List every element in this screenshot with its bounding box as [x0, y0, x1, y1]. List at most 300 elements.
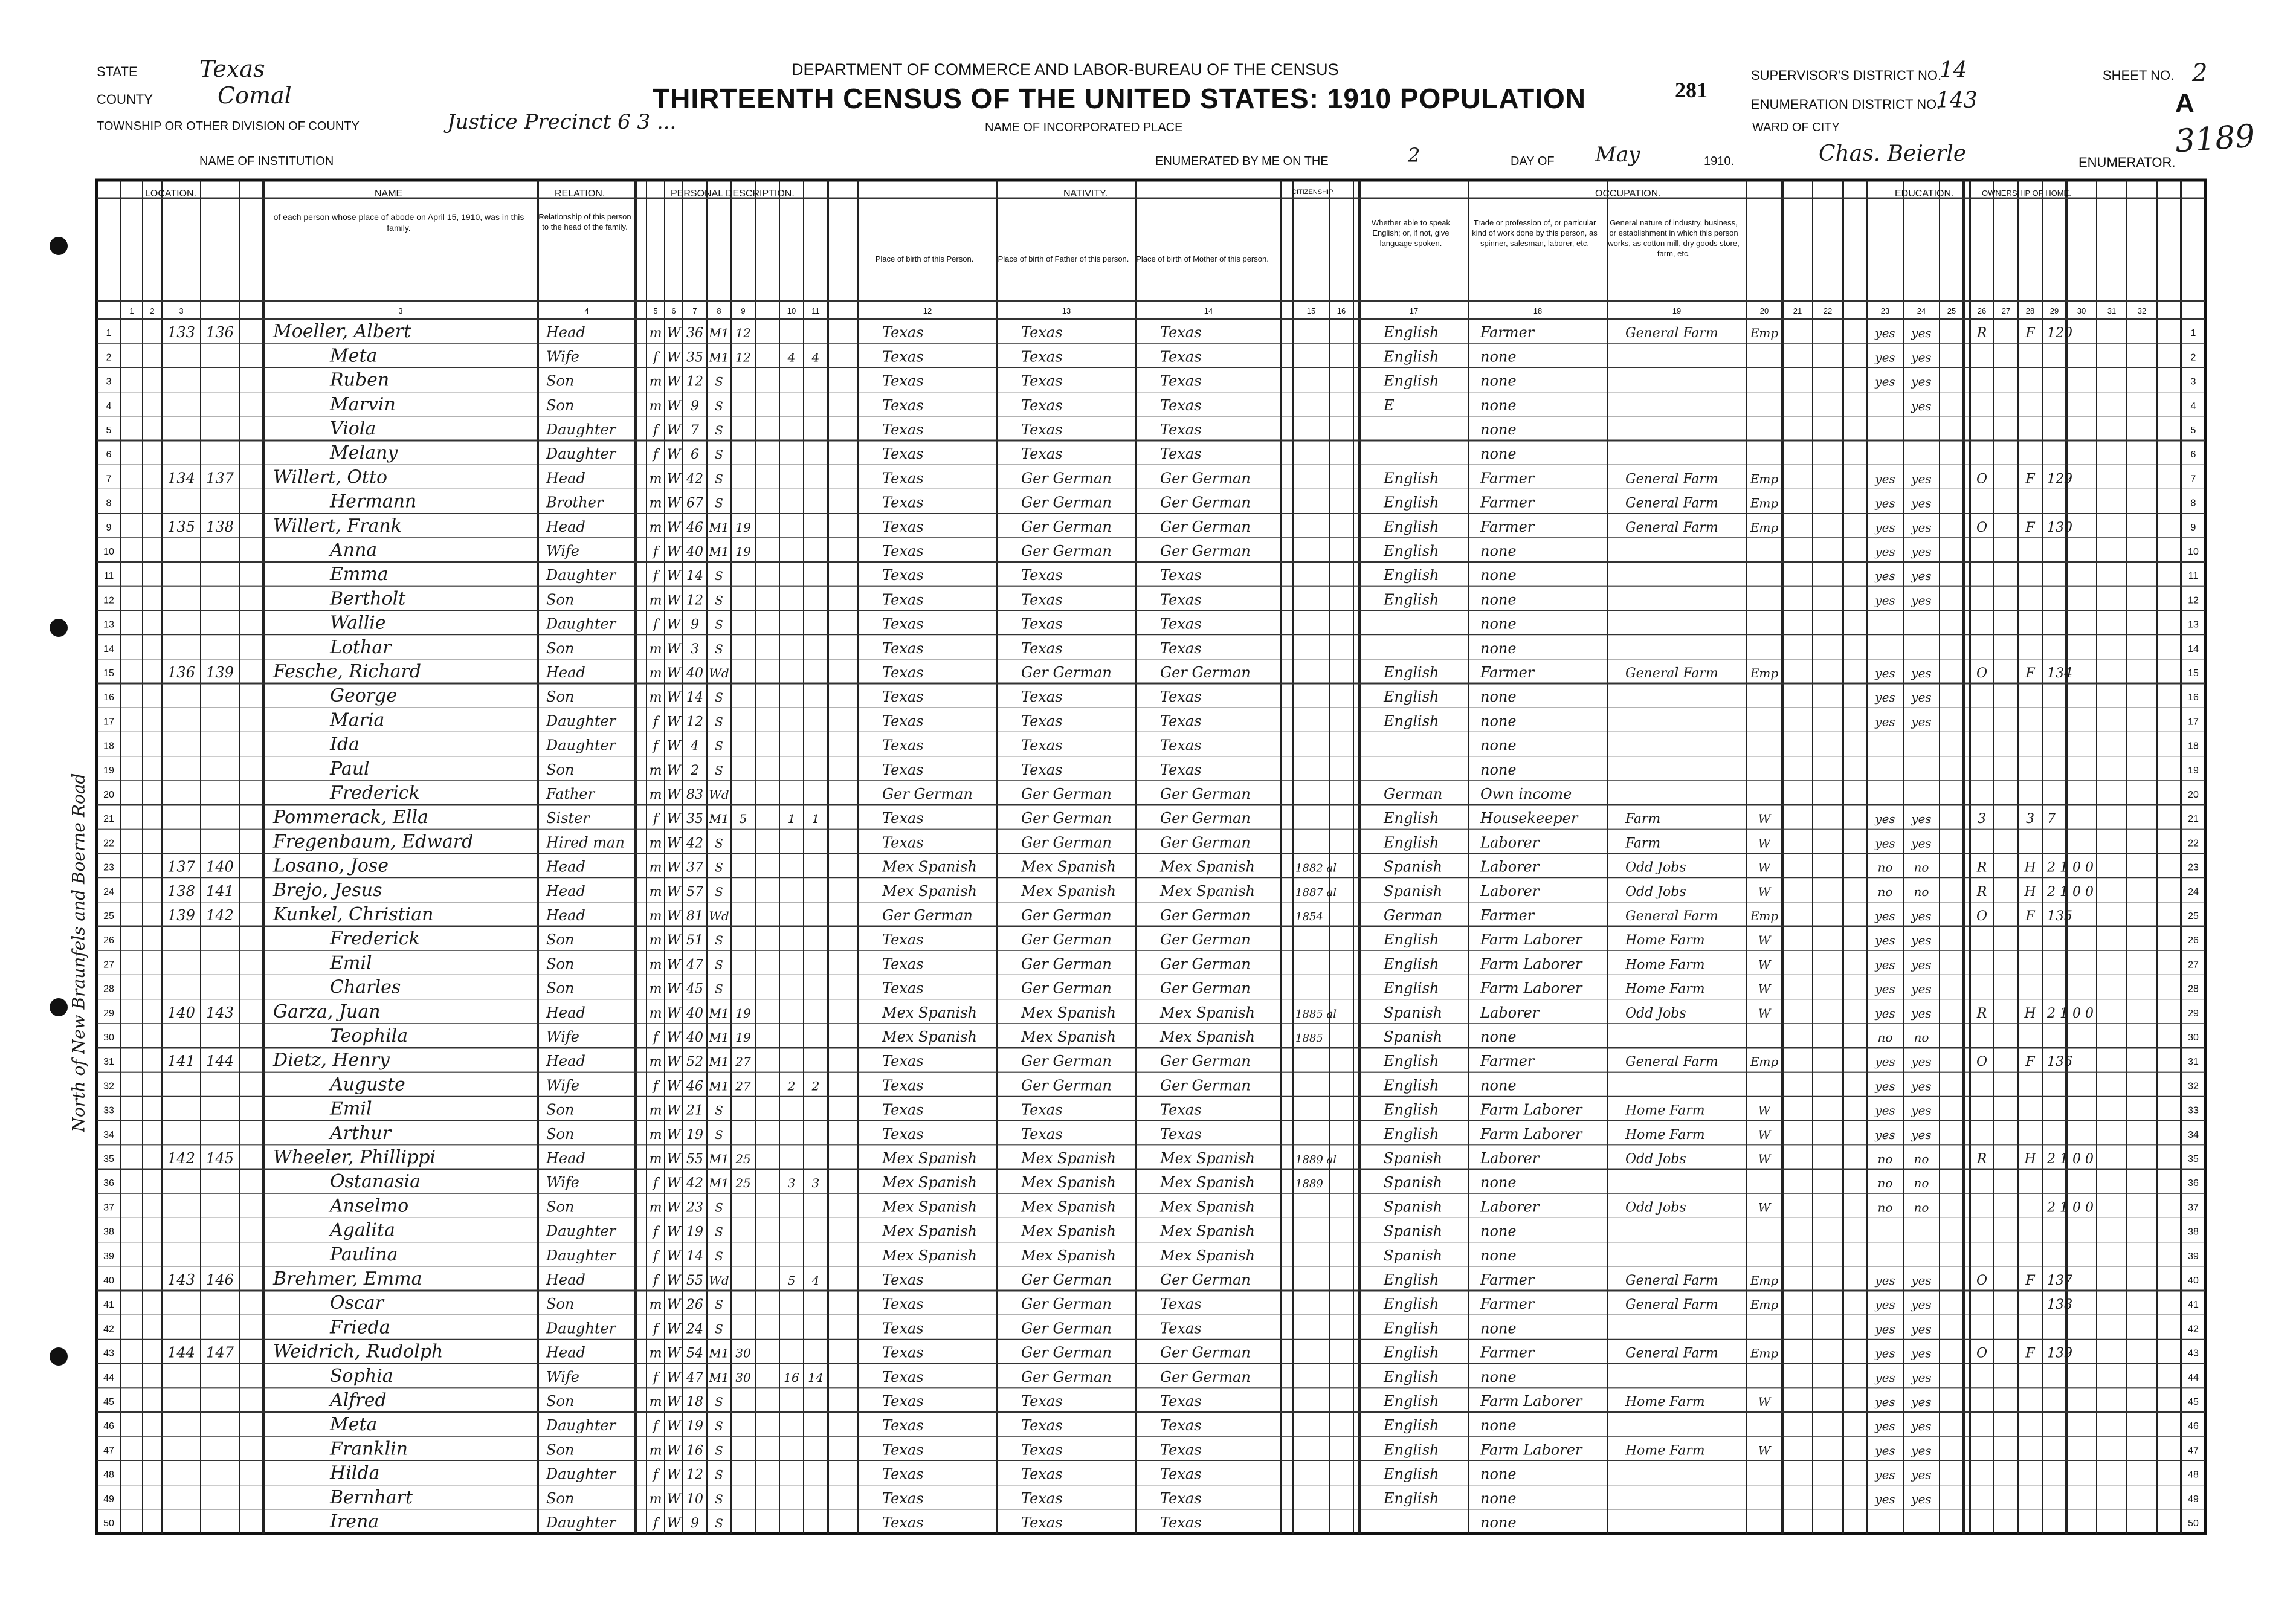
- sex: m: [649, 374, 662, 390]
- birthplace-person: Texas: [882, 518, 924, 535]
- age: 14: [686, 1248, 703, 1264]
- county-value: Comal: [218, 82, 292, 109]
- language-head: Whether able to speak English; or, if not, give language spoken.: [1371, 218, 1451, 248]
- column-number: 19: [1672, 306, 1682, 315]
- punch-hole: [50, 1347, 68, 1366]
- employment-class: W: [1758, 1443, 1771, 1458]
- row-number-right: 49: [2188, 1494, 2199, 1505]
- trade: Farmer: [1480, 1271, 1535, 1288]
- language: English: [1384, 567, 1439, 584]
- employment-class: W: [1758, 811, 1771, 827]
- row-number-left: 3: [106, 376, 112, 387]
- dwelling-number: 144: [167, 1344, 195, 1361]
- marital-status: S: [715, 1467, 723, 1482]
- sex: f: [653, 1030, 659, 1045]
- birthplace-father: Mex Spanish: [1021, 1247, 1116, 1264]
- ward-label: WARD OF CITY: [1752, 121, 1840, 134]
- marital-status: S: [715, 398, 723, 413]
- birthplace-father: Texas: [1021, 348, 1063, 366]
- sex: f: [653, 738, 659, 754]
- state-value: Texas: [199, 56, 265, 82]
- person-name: Garza, Juan: [273, 1001, 381, 1022]
- column-number: 24: [1917, 306, 1926, 315]
- row-number-right: 42: [2188, 1324, 2199, 1335]
- dwelling-number: 138: [167, 882, 195, 900]
- race: W: [666, 350, 681, 366]
- years-married: 27: [735, 1054, 751, 1069]
- column-number: 25: [1947, 306, 1956, 315]
- column-number: 15: [1306, 306, 1316, 315]
- sex: f: [653, 447, 659, 463]
- home-owned-rented: O: [1976, 471, 1988, 487]
- birthplace-father: Texas: [1021, 445, 1063, 463]
- marital-status: M1: [709, 1152, 729, 1166]
- race: W: [666, 641, 681, 657]
- relation: Daughter: [546, 712, 616, 730]
- language: English: [1384, 1441, 1439, 1459]
- age: 24: [686, 1321, 703, 1337]
- relation: Son: [546, 639, 575, 657]
- row-number-left: 21: [103, 814, 114, 825]
- can-write: yes: [1911, 933, 1932, 948]
- race: W: [666, 1297, 681, 1313]
- can-write: no: [1914, 1152, 1929, 1166]
- trade: Farm Laborer: [1480, 955, 1582, 973]
- relation: Son: [546, 1125, 575, 1143]
- can-write: no: [1914, 1176, 1929, 1191]
- column-number: 2: [150, 306, 155, 315]
- birthplace-father: Ger German: [1021, 979, 1112, 997]
- relation: Son: [546, 591, 575, 608]
- enumeration-district-label: ENUMERATION DISTRICT NO.: [1751, 97, 1941, 112]
- marital-status: S: [715, 690, 723, 705]
- row-number-left: 35: [103, 1154, 114, 1164]
- column-number: 7: [692, 306, 697, 315]
- can-write: no: [1914, 884, 1929, 899]
- can-read: yes: [1875, 1395, 1895, 1409]
- birthplace-person: Mex Spanish: [882, 1150, 977, 1167]
- farm-or-house: F: [2025, 520, 2035, 535]
- race: W: [666, 884, 681, 900]
- can-read: yes: [1875, 1005, 1895, 1021]
- age: 4: [691, 738, 699, 754]
- language: English: [1384, 518, 1439, 535]
- language: English: [1384, 664, 1439, 681]
- row-number-right: 45: [2188, 1397, 2199, 1407]
- age: 55: [686, 1152, 703, 1167]
- birthplace-father: Texas: [1021, 372, 1063, 390]
- row-number-right: 27: [2188, 960, 2199, 970]
- birthplace-father: Texas: [1021, 421, 1063, 438]
- birthplace-father: Texas: [1021, 1417, 1063, 1434]
- person-name: Ruben: [330, 369, 390, 391]
- race: W: [666, 326, 681, 341]
- dwelling-number: 140: [167, 1004, 195, 1021]
- relation: Head: [546, 1344, 585, 1361]
- person-name: Ida: [330, 734, 360, 755]
- race: W: [666, 763, 681, 778]
- can-read: yes: [1875, 544, 1895, 559]
- farm-or-house: H: [2024, 1152, 2036, 1167]
- children-living: 1: [811, 811, 820, 827]
- can-read: yes: [1875, 1127, 1895, 1142]
- can-read: no: [1877, 1200, 1893, 1215]
- person-name: Willert, Frank: [273, 515, 402, 537]
- row-number-right: 5: [2190, 425, 2196, 436]
- language: English: [1384, 1101, 1439, 1118]
- birthplace-mother: Ger German: [1160, 785, 1251, 802]
- birthplace-person: Texas: [882, 761, 924, 778]
- birthplace-father: Texas: [1021, 1441, 1063, 1459]
- industry: Home Farm: [1625, 957, 1705, 973]
- birthplace-father: Mex Spanish: [1021, 1222, 1116, 1240]
- trade: none: [1480, 1465, 1517, 1483]
- years-married: 25: [735, 1152, 751, 1166]
- person-name: Charles: [330, 976, 401, 998]
- row-number-right: 13: [2188, 619, 2199, 630]
- birthplace-mother: Ger German: [1160, 810, 1251, 827]
- age: 46: [686, 520, 703, 535]
- industry: Home Farm: [1625, 1395, 1705, 1410]
- industry: General Farm: [1625, 326, 1718, 341]
- person-name: Meta: [330, 345, 378, 367]
- person-name: Agalita: [330, 1219, 395, 1241]
- can-read: yes: [1875, 350, 1895, 365]
- relation: Head: [546, 907, 585, 924]
- row-number-right: 4: [2190, 401, 2196, 411]
- age: 21: [686, 1103, 703, 1118]
- row-number-left: 13: [103, 619, 114, 630]
- children-born: 3: [787, 1176, 796, 1191]
- sex: m: [649, 1491, 662, 1507]
- row-number-left: 23: [103, 862, 114, 873]
- relation: Sister: [546, 810, 590, 827]
- can-write: yes: [1911, 1491, 1932, 1506]
- birthplace-person: Texas: [882, 1271, 924, 1288]
- relation: Daughter: [546, 1247, 616, 1264]
- sex: f: [653, 617, 659, 633]
- sex: m: [649, 1346, 662, 1361]
- row-number-right: 32: [2188, 1081, 2199, 1092]
- can-read: yes: [1875, 1419, 1895, 1434]
- row-number-left: 17: [103, 717, 114, 727]
- language: Spanish: [1384, 858, 1443, 876]
- years-married: 30: [735, 1370, 751, 1385]
- language: English: [1384, 372, 1439, 390]
- trade: none: [1480, 761, 1517, 778]
- marital-status: M1: [709, 1370, 729, 1385]
- marital-status: S: [715, 593, 723, 608]
- race: W: [666, 520, 681, 535]
- birthplace-mother: Texas: [1160, 396, 1202, 414]
- marital-status: S: [715, 1224, 723, 1239]
- birthplace-mother: Texas: [1160, 615, 1202, 633]
- can-write: yes: [1911, 811, 1932, 827]
- row-number-left: 16: [103, 692, 114, 703]
- age: 23: [686, 1200, 703, 1216]
- row-number-right: 22: [2188, 838, 2199, 849]
- trade: none: [1480, 543, 1517, 560]
- group-name: NAME: [375, 189, 403, 199]
- birthplace-mother: Texas: [1160, 591, 1202, 608]
- language: E: [1384, 396, 1395, 414]
- sex: f: [653, 1176, 659, 1192]
- trade: none: [1480, 1489, 1517, 1507]
- birthplace-mother: Texas: [1160, 1295, 1202, 1313]
- person-name: Emil: [330, 952, 372, 974]
- birthplace-father: Texas: [1021, 737, 1063, 754]
- sex: m: [649, 593, 662, 608]
- person-name: Sophia: [330, 1365, 393, 1387]
- farm-schedule: 2 1 0 0: [2047, 1005, 2094, 1021]
- language: English: [1384, 543, 1439, 560]
- birthplace-person: Texas: [882, 979, 924, 997]
- column-number: 13: [1062, 306, 1071, 315]
- race: W: [666, 471, 681, 487]
- can-write: yes: [1911, 374, 1932, 389]
- row-number-right: 11: [2188, 571, 2199, 582]
- row-number-left: 48: [103, 1469, 114, 1480]
- row-number-left: 15: [103, 668, 114, 679]
- row-number-right: 48: [2188, 1469, 2199, 1480]
- employment-class: Emp: [1750, 1297, 1779, 1312]
- trade: Farmer: [1480, 494, 1535, 511]
- race: W: [666, 1005, 681, 1021]
- birthplace-person: Texas: [882, 1125, 924, 1143]
- language: English: [1384, 1465, 1439, 1483]
- trade: none: [1480, 1417, 1517, 1434]
- can-write: yes: [1911, 544, 1932, 559]
- sex: f: [653, 1370, 659, 1385]
- row-number-left: 49: [103, 1494, 114, 1505]
- row-number-left: 39: [103, 1251, 114, 1262]
- industry: Farm: [1625, 836, 1661, 851]
- race: W: [666, 544, 681, 560]
- township-value: Justice Precinct 6 3 ...: [447, 110, 677, 134]
- industry: Odd Jobs: [1625, 1005, 1686, 1021]
- row-number-right: 1: [2190, 328, 2196, 339]
- marital-status: M1: [709, 1054, 729, 1069]
- birthplace-person: Texas: [882, 1441, 924, 1459]
- farm-schedule: 129: [2047, 471, 2072, 487]
- row-number-left: 26: [103, 935, 114, 946]
- age: 16: [686, 1443, 703, 1459]
- relation: Daughter: [546, 421, 616, 438]
- punch-hole: [50, 237, 68, 255]
- row-number-right: 33: [2188, 1105, 2199, 1116]
- enumeration-district-value: 143: [1936, 88, 1978, 113]
- marital-status: M1: [709, 326, 729, 341]
- trade: none: [1480, 712, 1517, 730]
- birthplace-father: Ger German: [1021, 518, 1112, 535]
- relation: Father: [546, 785, 595, 802]
- family-number: 146: [206, 1271, 234, 1288]
- industry: Odd Jobs: [1625, 1152, 1686, 1167]
- birthplace-mother: Texas: [1160, 761, 1202, 778]
- column-number: 8: [717, 306, 721, 315]
- industry: General Farm: [1625, 1054, 1718, 1070]
- language: English: [1384, 1295, 1439, 1313]
- language: English: [1384, 712, 1439, 730]
- sex: m: [649, 1103, 662, 1118]
- race: W: [666, 933, 681, 949]
- language: Spanish: [1384, 1174, 1443, 1192]
- race: W: [666, 1370, 681, 1385]
- can-read: yes: [1875, 666, 1895, 680]
- language: German: [1384, 785, 1443, 802]
- marital-status: M1: [709, 1005, 729, 1021]
- birthplace-person: Mex Spanish: [882, 1004, 977, 1021]
- row-number-left: 28: [103, 984, 114, 995]
- employment-class: W: [1758, 1103, 1771, 1118]
- birthplace-father: Ger German: [1021, 664, 1112, 681]
- farm-or-house: H: [2024, 1005, 2036, 1021]
- marital-status: S: [715, 836, 723, 851]
- row-number-right: 25: [2188, 911, 2199, 921]
- marital-status: M1: [709, 1030, 729, 1045]
- birthplace-mother: Mex Spanish: [1160, 1028, 1255, 1045]
- relation: Wife: [546, 348, 580, 366]
- relation: Daughter: [546, 1465, 616, 1483]
- trade: Farmer: [1480, 664, 1535, 681]
- relation: Head: [546, 1004, 585, 1021]
- birthplace-father: Ger German: [1021, 1295, 1112, 1313]
- row-number-left: 14: [103, 644, 114, 654]
- birthplace-father: Mex Spanish: [1021, 1198, 1116, 1216]
- age: 51: [686, 933, 703, 949]
- birthplace-father: Texas: [1021, 1489, 1063, 1507]
- can-read: yes: [1875, 1370, 1895, 1385]
- row-number-left: 36: [103, 1178, 114, 1189]
- age: 67: [686, 495, 703, 511]
- birthplace-mother: Texas: [1160, 324, 1202, 341]
- birth-person-head: Place of birth of this Person.: [875, 254, 974, 263]
- children-born: 16: [784, 1370, 799, 1385]
- column-number: 4: [584, 306, 589, 315]
- enumerated-month: May: [1595, 143, 1640, 167]
- can-read: yes: [1875, 1321, 1895, 1337]
- row-number-right: 10: [2188, 547, 2199, 557]
- sex: m: [649, 666, 662, 681]
- children-living: 14: [808, 1370, 824, 1385]
- sheet-label: SHEET NO.: [2103, 68, 2175, 83]
- marital-status: S: [715, 933, 723, 948]
- birthplace-father: Ger German: [1021, 810, 1112, 827]
- age: 40: [686, 666, 703, 681]
- farm-schedule: 134: [2047, 666, 2072, 681]
- years-married: 27: [735, 1079, 751, 1094]
- language: English: [1384, 1125, 1439, 1143]
- can-read: yes: [1875, 957, 1895, 972]
- column-number: 6: [671, 306, 676, 315]
- column-number: 18: [1533, 306, 1543, 315]
- can-write: yes: [1911, 1419, 1932, 1434]
- birthplace-father: Ger German: [1021, 955, 1112, 973]
- row-number-left: 34: [103, 1129, 114, 1140]
- language: English: [1384, 688, 1439, 706]
- row-number-left: 32: [103, 1081, 114, 1092]
- age: 55: [686, 1273, 703, 1288]
- column-number: 23: [1880, 306, 1890, 315]
- row-number-left: 7: [106, 474, 112, 485]
- relation: Daughter: [546, 567, 616, 584]
- birthplace-father: Texas: [1021, 712, 1063, 730]
- can-read: yes: [1875, 1079, 1895, 1094]
- row-number-right: 8: [2190, 498, 2196, 509]
- name-column-head: of each person whose place of abode on April 15, 1910, was in this family.: [273, 212, 524, 233]
- row-number-right: 38: [2188, 1227, 2199, 1237]
- marital-status: M1: [709, 1079, 729, 1094]
- home-owned-rented: O: [1976, 1054, 1988, 1070]
- can-write: yes: [1911, 1395, 1932, 1409]
- language: English: [1384, 469, 1439, 487]
- race: W: [666, 1054, 681, 1070]
- marital-status: S: [715, 423, 723, 437]
- trade: Farm Laborer: [1480, 1125, 1582, 1143]
- birthplace-person: Texas: [882, 396, 924, 414]
- children-living: 4: [811, 350, 820, 365]
- row-number-left: 19: [103, 765, 114, 776]
- person-name: Moeller, Albert: [273, 321, 411, 343]
- birthplace-mother: Texas: [1160, 421, 1202, 438]
- can-write: yes: [1911, 1321, 1932, 1337]
- can-read: no: [1877, 884, 1893, 899]
- birthplace-mother: Ger German: [1160, 664, 1251, 681]
- sex: f: [653, 544, 659, 560]
- person-name: Wallie: [330, 612, 386, 634]
- age: 45: [686, 981, 703, 997]
- birthplace-father: Texas: [1021, 1125, 1063, 1143]
- farm-or-house: F: [2025, 1346, 2035, 1361]
- trade: none: [1480, 1368, 1517, 1385]
- row-number-right: 6: [2190, 450, 2196, 460]
- race: W: [666, 447, 681, 463]
- township-label: TOWNSHIP OR OTHER DIVISION OF COUNTY: [97, 120, 360, 133]
- race: W: [666, 860, 681, 876]
- birthplace-mother: Ger German: [1160, 931, 1251, 949]
- row-number-right: 28: [2188, 984, 2199, 995]
- person-name: Paul: [330, 758, 370, 779]
- birthplace-father: Mex Spanish: [1021, 1028, 1116, 1045]
- day-of-label: DAY OF: [1511, 155, 1555, 168]
- family-number: 136: [206, 324, 234, 341]
- age: 46: [686, 1079, 703, 1094]
- employment-class: W: [1758, 933, 1771, 948]
- marital-status: S: [715, 569, 723, 584]
- race: W: [666, 836, 681, 851]
- trade: Farmer: [1480, 907, 1535, 924]
- age: 14: [686, 569, 703, 584]
- county-label: COUNTY: [97, 92, 153, 107]
- column-number: 22: [1823, 306, 1833, 315]
- punch-hole: [50, 619, 68, 637]
- immigration-year: 1885: [1295, 1032, 1323, 1045]
- relation: Daughter: [546, 445, 616, 463]
- relation: Son: [546, 1101, 575, 1118]
- birth-mother-head: Place of birth of Mother of this person.: [1136, 254, 1269, 263]
- employment-class: W: [1758, 1200, 1771, 1215]
- trade-head: Trade or profession of, or particular kind of work done by this person, as spinner, salesman, laborer, etc.: [1472, 218, 1598, 248]
- language: English: [1384, 1077, 1439, 1094]
- birthplace-mother: Mex Spanish: [1160, 1174, 1255, 1192]
- corner-number: 3189: [2174, 118, 2257, 160]
- row-number-left: 25: [103, 911, 114, 921]
- dwelling-number: 133: [167, 324, 195, 341]
- relation: Wife: [546, 1174, 580, 1192]
- age: 3: [691, 641, 699, 657]
- birthplace-person: Texas: [882, 1295, 924, 1313]
- birthplace-person: Texas: [882, 1368, 924, 1385]
